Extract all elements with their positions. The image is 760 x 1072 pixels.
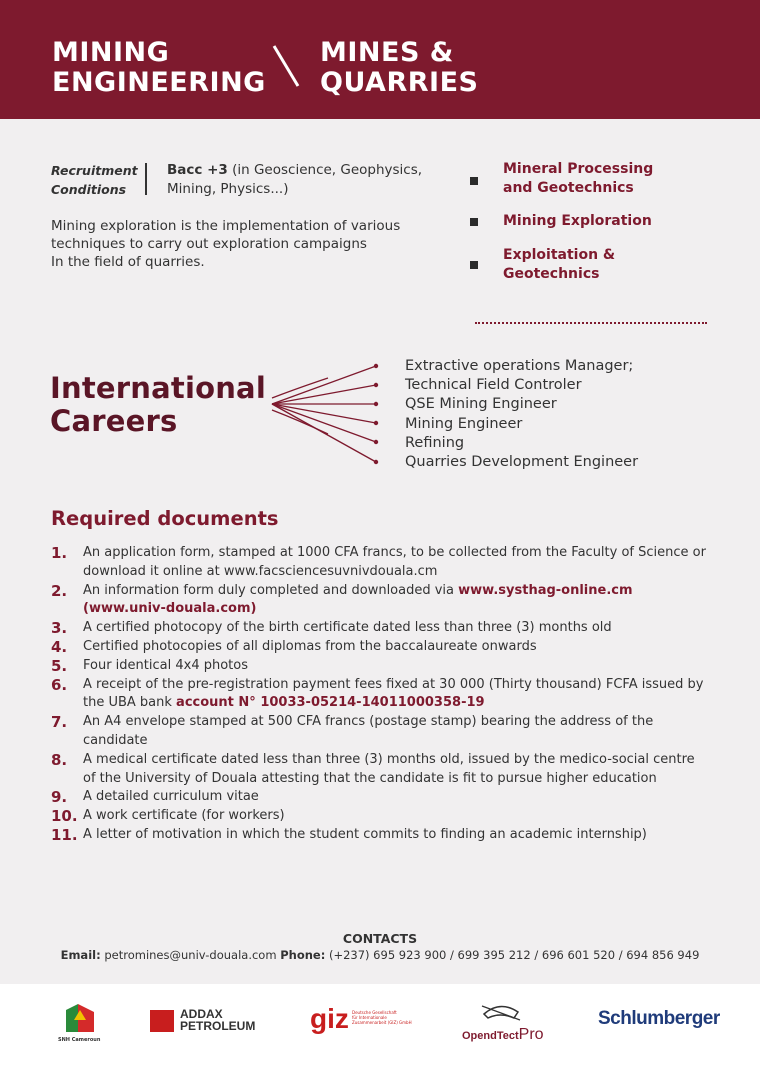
document-text: A detailed curriculum vitae bbox=[83, 789, 259, 805]
recruitment-divider bbox=[145, 163, 147, 195]
document-text: A certified photocopy of the birth certificate dated less than three (3) months old bbox=[83, 620, 612, 636]
career-item: Refining bbox=[405, 434, 465, 451]
contacts-title: CONTACTS bbox=[342, 931, 418, 946]
giz-caption: Zusammenarbeit (GIZ) GmbH bbox=[352, 1020, 412, 1025]
opendtect-pro: Pro bbox=[518, 1026, 544, 1043]
document-item bbox=[51, 582, 711, 620]
item-number: 8. bbox=[51, 750, 68, 769]
item-number: 7. bbox=[51, 713, 68, 732]
document-text: An application form, stamped at 1000 CFA francs, to be collected from the Faculty of Science or download it online at www.facsciencesuvnivdouala.cm bbox=[83, 545, 706, 579]
item-number: 2. bbox=[51, 581, 68, 600]
career-item: Extractive operations Manager; bbox=[405, 358, 634, 374]
document-text: A medical certificate dated less than three (3) months old, issued by the medico-social centre of the University of Douala attesting that the candidate is fit to pursue higher education bbox=[83, 751, 695, 786]
item-number: 11. bbox=[51, 825, 78, 844]
opendtect-wordmark: OpendTect bbox=[462, 1030, 519, 1042]
document-text: Certified photocopies of all diplomas from the baccalaureate onwards bbox=[83, 638, 537, 654]
specialty-label: Mining Exploration bbox=[503, 213, 652, 229]
item-number: 10. bbox=[51, 807, 78, 826]
recruitment-text bbox=[167, 161, 447, 199]
bank-account-number: account N° 10033-05214-14011000358-19 bbox=[176, 695, 485, 711]
document-text: A receipt of the pre-registration payment fees fixed at 30 000 (Thirty thousand) FCFA issued by the UBA bank bbox=[83, 676, 704, 711]
document-item bbox=[51, 638, 711, 657]
addax-line2: PETROLEUM bbox=[180, 1019, 256, 1033]
document-item bbox=[51, 788, 711, 807]
document-item bbox=[51, 619, 711, 638]
square-bullet-icon bbox=[470, 261, 478, 269]
recruitment-fields: (in Geoscience, Geophysics, Mining, Physics...) bbox=[167, 162, 423, 197]
item-number: 5. bbox=[51, 656, 68, 675]
career-item: QSE Mining Engineer bbox=[405, 396, 557, 413]
item-number: 1. bbox=[51, 544, 68, 562]
specialty-item bbox=[470, 212, 730, 234]
snh-emblem-icon bbox=[64, 1002, 96, 1034]
careers-title: International Careers bbox=[50, 371, 266, 438]
document-text: A letter of motivation in which the student commits to finding an academic internship) bbox=[83, 826, 647, 842]
opendtect-hat-icon bbox=[480, 998, 522, 1022]
item-number: 3. bbox=[51, 619, 68, 638]
item-number: 6. bbox=[51, 675, 68, 694]
required-documents-list bbox=[51, 544, 711, 845]
giz-wordmark: giz bbox=[310, 1003, 349, 1034]
slash-divider bbox=[270, 44, 304, 90]
document-text: An information form duly completed and downloaded via bbox=[83, 582, 459, 598]
careers-rays-graphic bbox=[268, 358, 388, 470]
addax-emblem-icon bbox=[150, 1010, 174, 1032]
partner-logos bbox=[0, 984, 760, 1072]
career-item: Quarries Development Engineer bbox=[405, 454, 639, 471]
document-item bbox=[51, 826, 711, 845]
email-label: Email: bbox=[60, 948, 101, 962]
recruitment-degree: Bacc +3 bbox=[167, 162, 228, 178]
specialty-label: Exploitation & Geotechnics bbox=[503, 247, 616, 282]
career-item: Mining Engineer bbox=[405, 415, 523, 432]
document-item bbox=[51, 713, 711, 751]
giz-caption: Deutsche Gesellschaft bbox=[352, 1010, 397, 1015]
schlumberger-logo: Schlumberger bbox=[598, 1008, 720, 1029]
addax-line1: ADDAX bbox=[180, 1007, 223, 1021]
document-item bbox=[51, 807, 711, 826]
email-address[interactable]: petromines@univ-douala.com bbox=[100, 948, 281, 962]
career-item: Technical Field Controler bbox=[405, 377, 582, 394]
program-title: MINING ENGINEERING bbox=[52, 37, 266, 98]
recruitment-label: Recruitment Conditions bbox=[51, 163, 138, 197]
program-subtitle: MINES & QUARRIES bbox=[320, 37, 479, 98]
header-banner bbox=[0, 0, 760, 119]
document-text: A work certificate (for workers) bbox=[83, 808, 285, 824]
snh-logo bbox=[58, 1002, 104, 1043]
document-item bbox=[51, 751, 711, 789]
item-number: 9. bbox=[51, 788, 68, 807]
specialty-label: Mineral Processing and Geotechnics bbox=[503, 161, 654, 196]
required-documents-title: Required documents bbox=[51, 507, 279, 530]
phone-label: Phone: bbox=[280, 948, 326, 962]
document-item bbox=[51, 544, 711, 582]
opendtect-logo bbox=[462, 998, 552, 1048]
document-item bbox=[51, 657, 711, 676]
document-text: Four identical 4x4 photos bbox=[83, 657, 248, 673]
document-text: An A4 envelope stamped at 500 CFA francs (postage stamp) bearing the address of the candidate bbox=[83, 714, 654, 748]
contacts-line bbox=[0, 948, 760, 962]
snh-caption: SNH Cameroun bbox=[58, 1037, 101, 1043]
careers-list bbox=[405, 357, 638, 472]
dotted-divider bbox=[475, 322, 707, 324]
item-number: 4. bbox=[51, 637, 68, 656]
intro-paragraph: Mining exploration is the implementation of various techniques to carry out exploration campaigns In the field of quarries. bbox=[51, 218, 401, 270]
document-item bbox=[51, 676, 711, 714]
square-bullet-icon bbox=[470, 177, 478, 185]
specialty-item bbox=[470, 160, 730, 200]
phone-numbers: (+237) 695 923 900 / 699 395 212 / 696 601 520 / 694 856 949 bbox=[325, 948, 700, 962]
website-link[interactable]: www.systhag-online.cm (www.univ-douala.com) bbox=[83, 582, 633, 617]
square-bullet-icon bbox=[470, 218, 478, 226]
specialty-item bbox=[470, 246, 730, 286]
giz-caption: für Internationale bbox=[352, 1015, 387, 1020]
